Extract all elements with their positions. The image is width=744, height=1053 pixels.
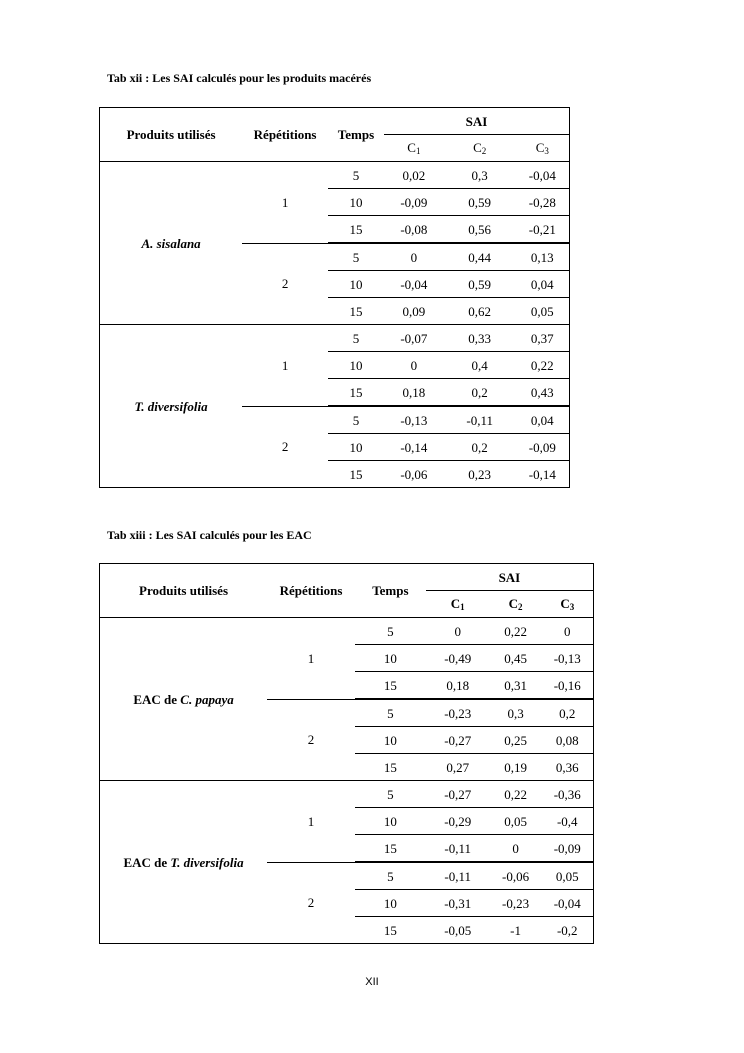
temps-value: 5 <box>355 862 426 890</box>
sai-value-c1: -0,07 <box>384 325 444 352</box>
sai-value-c1: -0,06 <box>384 461 444 488</box>
header-sai: SAI <box>426 564 594 591</box>
sai-value-c3: 0,04 <box>516 406 570 434</box>
temps-value: 5 <box>352 167 360 183</box>
sai-value-c3: 0,05 <box>542 862 594 890</box>
sai-value-c3: 0,37 <box>516 325 570 352</box>
sai-value-c3: 0,36 <box>542 754 594 781</box>
product-prefix: EAC de <box>133 691 181 707</box>
header-c-letter: C <box>407 139 416 155</box>
sai-value-c1: -0,14 <box>384 434 444 461</box>
sai-value-c3: -0,09 <box>542 835 594 863</box>
header-c-letter: C <box>560 595 570 611</box>
table2-caption: Tab xiii : Les SAI calculés pour les EAC <box>107 528 312 542</box>
header-sai: SAI <box>384 108 570 135</box>
temps-value: 10 <box>328 434 384 461</box>
sai-value-c1: -0,23 <box>426 699 490 727</box>
sai-value-c3: 0,22 <box>516 352 570 379</box>
sai-value-c3: -0,36 <box>542 781 594 808</box>
product-species: A. sisalana <box>141 235 201 251</box>
header-c-subscript: 2 <box>518 601 523 612</box>
sai-value-c1: -0,09 <box>384 189 444 216</box>
sai-value-c1: -0,04 <box>384 271 444 298</box>
repetition-value: 1 <box>307 650 315 666</box>
sai-value-c3: 0 <box>564 623 571 639</box>
temps-value: 15 <box>328 461 384 488</box>
sai-value-c3: 0,43 <box>516 379 570 407</box>
sai-value-c1: 0,02 <box>402 167 426 183</box>
sai-value-c3: -0,04 <box>542 890 594 917</box>
product-species: C. papaya <box>180 691 234 707</box>
sai-value-c1: 0 <box>384 243 444 271</box>
page-number: XII <box>365 976 379 988</box>
sai-value-c2: 0,31 <box>490 672 542 700</box>
sai-value-c3: -0,21 <box>516 216 570 244</box>
header-c1 <box>384 135 444 162</box>
sai-value-c2: 0,25 <box>490 727 542 754</box>
header-repetitions: Répétitions <box>267 564 355 618</box>
sai-table-macerated <box>99 107 570 488</box>
sai-value-c2: -0,11 <box>444 406 516 434</box>
product-name <box>100 325 243 488</box>
sai-value-c3: -0,04 <box>528 167 556 183</box>
temps-value: 15 <box>355 672 426 700</box>
header-c3 <box>516 135 570 162</box>
temps-value: 15 <box>355 754 426 781</box>
header-c-subscript: 3 <box>569 601 575 612</box>
sai-value-c1: -0,27 <box>426 727 490 754</box>
product-name <box>100 162 243 325</box>
sai-value-c3: -0,28 <box>516 189 570 216</box>
temps-value: 10 <box>355 727 426 754</box>
temps-value: 15 <box>355 835 426 863</box>
header-repetitions: Répétitions <box>242 108 328 162</box>
temps-value: 10 <box>355 645 426 672</box>
repetition-value: 2 <box>267 862 355 944</box>
repetition-value: 1 <box>281 194 289 210</box>
sai-value-c1: -0,29 <box>426 808 490 835</box>
temps-value: 10 <box>328 189 384 216</box>
table-row <box>100 618 594 645</box>
sai-value-c1: -0,31 <box>426 890 490 917</box>
repetition-value: 2 <box>242 243 328 325</box>
sai-table-eac <box>99 563 594 944</box>
temps-value: 5 <box>328 325 384 352</box>
table1-caption: Tab xii : Les SAI calculés pour les produits macérés <box>107 71 372 85</box>
repetition-value: 2 <box>242 406 328 488</box>
sai-value-c2: 0,33 <box>444 325 516 352</box>
sai-value-c2: 0,45 <box>490 645 542 672</box>
sai-value-c2: 0,44 <box>444 243 516 271</box>
sai-value-c1: -0,05 <box>426 917 490 944</box>
header-temps: Temps <box>355 564 426 618</box>
sai-value-c3: 0,2 <box>542 699 594 727</box>
sai-value-c1: 0,18 <box>426 672 490 700</box>
sai-value-c3: 0,05 <box>516 298 570 325</box>
header-c-subscript: 2 <box>481 145 487 156</box>
temps-value: 10 <box>355 890 426 917</box>
sai-value-c1: 0 <box>454 623 461 639</box>
header-c-letter: C <box>473 139 482 155</box>
sai-value-c2: 0,22 <box>504 623 527 639</box>
sai-value-c2: -0,06 <box>490 862 542 890</box>
temps-value: 5 <box>387 623 394 639</box>
sai-value-c2: 0,56 <box>444 216 516 244</box>
sai-value-c2: 0,4 <box>444 352 516 379</box>
header-c-letter: C <box>535 139 545 155</box>
temps-value: 15 <box>355 917 426 944</box>
temps-value: 10 <box>328 271 384 298</box>
sai-value-c1: -0,11 <box>426 862 490 890</box>
repetition-value: 2 <box>267 699 355 781</box>
temps-value: 15 <box>328 298 384 325</box>
sai-value-c2: 0 <box>490 835 542 863</box>
sai-value-c1: -0,27 <box>426 781 490 808</box>
sai-value-c3: -0,09 <box>516 434 570 461</box>
sai-value-c3: -0,14 <box>516 461 570 488</box>
temps-value: 15 <box>328 216 384 244</box>
sai-value-c2: 0,2 <box>444 379 516 407</box>
header-c2 <box>490 591 542 618</box>
sai-value-c1: -0,11 <box>426 835 490 863</box>
temps-value: 5 <box>328 243 384 271</box>
sai-value-c1: 0 <box>384 352 444 379</box>
sai-value-c2: 0,19 <box>490 754 542 781</box>
header-produits: Produits utilisés <box>100 108 243 162</box>
sai-value-c1: 0,18 <box>384 379 444 407</box>
sai-value-c3: 0,04 <box>516 271 570 298</box>
sai-value-c2: 0,3 <box>490 699 542 727</box>
temps-value: 10 <box>328 352 384 379</box>
table-row <box>100 162 570 189</box>
sai-value-c1: -0,49 <box>426 645 490 672</box>
temps-value: 10 <box>355 808 426 835</box>
sai-value-c3: -0,16 <box>542 672 594 700</box>
product-prefix: EAC de <box>123 854 171 870</box>
temps-value: 5 <box>355 699 426 727</box>
header-c2 <box>444 135 516 162</box>
sai-value-c2: 0,22 <box>490 781 542 808</box>
sai-value-c1: 0,09 <box>384 298 444 325</box>
product-name <box>100 781 268 944</box>
sai-value-c2: 0,59 <box>444 271 516 298</box>
header-c-letter: C <box>508 595 519 611</box>
repetition-value: 1 <box>267 781 355 863</box>
product-species: T. diversifolia <box>170 854 244 870</box>
header-temps: Temps <box>328 108 384 162</box>
header-row <box>100 108 570 135</box>
temps-value: 5 <box>355 781 426 808</box>
temps-value: 5 <box>328 406 384 434</box>
temps-value: 15 <box>328 379 384 407</box>
sai-value-c3: 0,08 <box>542 727 594 754</box>
header-c1 <box>426 591 490 618</box>
header-c3 <box>542 591 594 618</box>
product-species: T. diversifolia <box>134 398 208 414</box>
table-row <box>100 781 594 808</box>
product-name <box>100 618 268 781</box>
sai-value-c2: 0,2 <box>444 434 516 461</box>
sai-value-c3: -0,13 <box>542 645 594 672</box>
sai-value-c3: -0,2 <box>542 917 594 944</box>
repetition-value: 1 <box>242 325 328 407</box>
header-row <box>100 564 594 591</box>
sai-value-c1: 0,27 <box>426 754 490 781</box>
sai-value-c2: 0,59 <box>444 189 516 216</box>
sai-value-c2: 0,3 <box>471 167 488 183</box>
sai-value-c3: 0,13 <box>516 243 570 271</box>
sai-value-c2: 0,23 <box>444 461 516 488</box>
sai-value-c2: 0,05 <box>490 808 542 835</box>
sai-value-c2: 0,62 <box>444 298 516 325</box>
header-c-subscript: 1 <box>460 601 465 612</box>
header-c-subscript: 1 <box>415 145 421 156</box>
sai-value-c1: -0,08 <box>384 216 444 244</box>
sai-value-c1: -0,13 <box>384 406 444 434</box>
table-row <box>100 325 570 352</box>
sai-value-c2: -0,23 <box>490 890 542 917</box>
sai-value-c2: -1 <box>490 917 542 944</box>
sai-value-c3: -0,4 <box>542 808 594 835</box>
header-produits: Produits utilisés <box>100 564 268 618</box>
header-c-letter: C <box>450 595 461 611</box>
header-c-subscript: 3 <box>544 145 549 156</box>
